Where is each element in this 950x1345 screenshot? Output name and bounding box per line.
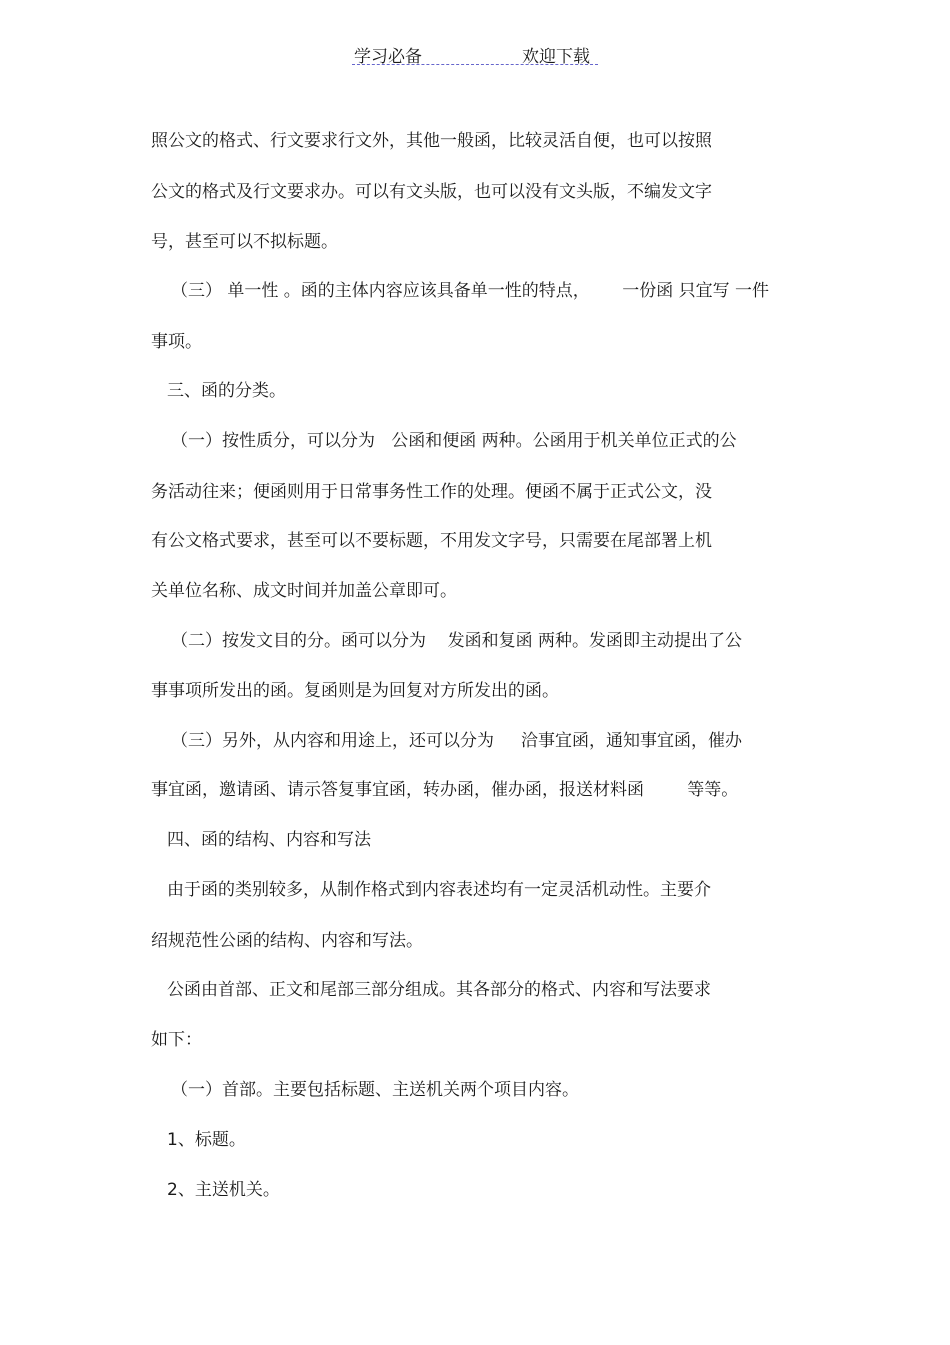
header-left-text: 学习必备 — [354, 47, 422, 67]
section-heading: 三、函的分类。 — [167, 381, 286, 401]
body-line: 公函由首部、正文和尾部三部分组成。其各部分的格式、内容和写法要求 — [167, 980, 711, 1000]
body-line: 务活动往来；便函则用于日常事务性工作的处理。便函不属于正式公文，没 — [151, 482, 712, 502]
body-line: （一）按性质分，可以分为 公函和便函 两种。公函用于机关单位正式的公 — [171, 431, 737, 451]
list-item: 1、标题。 — [167, 1130, 246, 1150]
body-line: 有公文格式要求，甚至可以不要标题，不用发文字号，只需要在尾部署上机 — [151, 531, 712, 551]
body-line: （一）首部。主要包括标题、主送机关两个项目内容。 — [171, 1080, 579, 1100]
body-line: 号，甚至可以不拟标题。 — [151, 232, 338, 252]
body-line: 由于函的类别较多，从制作格式到内容表述均有一定灵活机动性。主要介 — [167, 880, 711, 900]
list-item: 2、主送机关。 — [167, 1180, 280, 1200]
body-line: 绍规范性公函的结构、内容和写法。 — [151, 931, 423, 951]
body-line: （二）按发文目的分。函可以分为 发函和复函 两种。发函即主动提出了公 — [171, 631, 743, 651]
body-line: 事项。 — [151, 332, 202, 352]
body-line: （三）另外，从内容和用途上，还可以分为 洽事宜函，通知事宜函，催办 — [171, 731, 743, 751]
body-line: 关单位名称、成文时间并加盖公章即可。 — [151, 581, 457, 601]
body-line: 事事项所发出的函。复函则是为回复对方所发出的函。 — [151, 681, 559, 701]
section-heading: 四、函的结构、内容和写法 — [167, 830, 371, 850]
body-line: 公文的格式及行文要求办。可以有文头版，也可以没有文头版，不编发文字 — [151, 182, 712, 202]
header-right-text: 欢迎下载 — [522, 47, 590, 67]
body-line: （三） 单一性 。函的主体内容应该具备单一性的特点， 一份函 只宜写 一件 — [171, 281, 770, 301]
body-line: 照公文的格式、行文要求行文外，其他一般函，比较灵活自便，也可以按照 — [151, 131, 712, 151]
body-line: 事宜函，邀请函、请示答复事宜函，转办函，催办函，报送材料函 等等。 — [151, 780, 739, 800]
body-line: 如下： — [151, 1030, 202, 1050]
page-header — [352, 40, 598, 65]
